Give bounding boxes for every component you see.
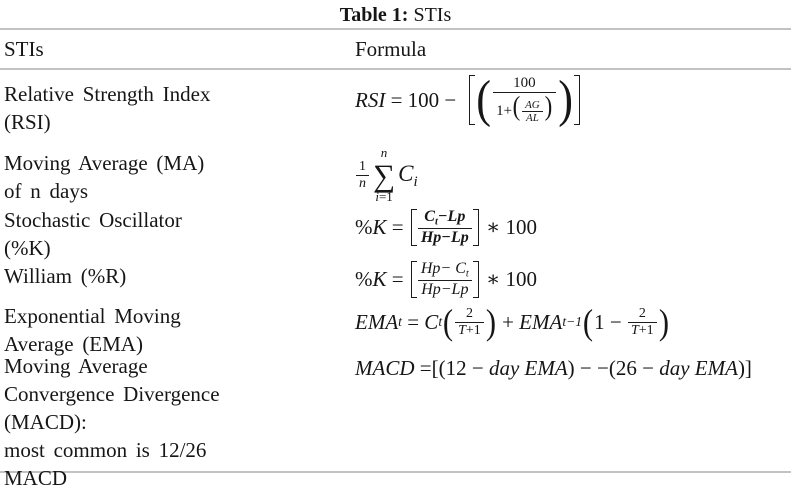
right-paren: ): [558, 71, 573, 128]
sti-name-line: Average (EMA): [4, 332, 143, 356]
den-rest: +1: [465, 322, 481, 338]
sti-name-line: Moving Average: [4, 354, 148, 378]
right-bracket-shape: [473, 261, 479, 298]
day-ema-12: day EMA: [488, 356, 568, 380]
var-subscript: t−1: [562, 314, 583, 330]
left-paren: (: [443, 302, 454, 342]
sti-name-line: of n days: [4, 179, 88, 203]
fraction-numerator: 2: [638, 305, 646, 321]
fraction: [455, 306, 484, 338]
inner-fraction: [522, 99, 543, 125]
sti-name-line: Exponential Moving: [4, 304, 181, 328]
sti-name-macd: [0, 350, 355, 492]
left-paren: (: [476, 71, 491, 128]
equals: =: [386, 214, 409, 239]
column-header-stis: STIs: [4, 37, 44, 61]
formula-rsi: [355, 70, 791, 126]
right-bracket-shape: [473, 209, 479, 246]
formula-var: RSI: [355, 87, 386, 112]
fraction: [418, 208, 472, 247]
sti-name-line: Stochastic Oscillator: [4, 208, 182, 232]
column-header-row: [0, 30, 791, 68]
sti-name-ema: [0, 296, 355, 358]
table-caption-label: Table 1:: [339, 4, 409, 26]
formula-text: ) − −(26 −: [567, 356, 660, 380]
column-header-formula: Formula: [355, 37, 427, 61]
fraction-numerator: [418, 208, 472, 228]
formula-text: =[(12 −: [414, 356, 489, 380]
coef-subscript: t: [438, 314, 443, 330]
times-100: ∗ 100: [480, 266, 538, 291]
left-bracket: [469, 71, 580, 128]
equals: =: [401, 309, 425, 334]
equals: =: [386, 266, 409, 291]
table-body: [0, 70, 791, 490]
sti-name-line: (%K): [4, 236, 51, 260]
fraction-denominator: Hp−Lp: [421, 281, 469, 299]
percent-sign: %: [355, 266, 373, 291]
bracket-group: [411, 208, 479, 247]
num-var: C: [455, 260, 466, 277]
table-row-rsi: [0, 70, 791, 146]
formula-var: EMA: [519, 309, 563, 334]
den-var: T: [458, 322, 466, 338]
times-100: ∗ 100: [480, 214, 538, 239]
sti-name-william: [0, 258, 355, 290]
sti-name-line: Moving Average (MA): [4, 151, 205, 175]
formula-william: [355, 258, 791, 299]
fraction-denominator: [493, 93, 556, 124]
sti-name-line: MACD: [4, 466, 68, 490]
sti-name-line: Relative Strength Index: [4, 82, 211, 106]
formula-var: EMA: [355, 309, 399, 334]
den-prefix: 1+: [496, 103, 513, 120]
table-row-stochastic: [0, 202, 791, 258]
right-paren-small: ): [544, 91, 553, 122]
left-paren: (: [583, 302, 594, 342]
table-row-ema: [0, 296, 791, 356]
inner-denominator: AL: [525, 112, 539, 125]
formula-var: K: [372, 214, 387, 239]
fraction-denominator: [628, 323, 657, 339]
den-rest: +1: [638, 322, 654, 338]
formula-operator: = 100 −: [385, 87, 467, 112]
sum-index-value: =1: [378, 189, 393, 205]
body-subscript: i: [413, 174, 418, 191]
plus-operator: +: [496, 309, 520, 334]
summation: [373, 146, 395, 205]
table-caption: [0, 0, 791, 28]
fraction-numerator: [418, 260, 472, 280]
fraction-denominator: Hp−Lp: [420, 229, 469, 247]
fraction-denominator: [455, 323, 484, 339]
formula-ma: [355, 146, 791, 205]
formula-stochastic: [355, 202, 791, 247]
bracket-group: [411, 260, 479, 299]
formula-var: K: [372, 266, 387, 291]
formula-text: )]: [737, 356, 752, 380]
percent-sign: %: [355, 214, 373, 239]
num-subscript: t: [434, 216, 438, 228]
formula-ema: [355, 296, 791, 340]
table-row-ma: [0, 145, 791, 205]
sigma-symbol: ∑: [373, 157, 396, 193]
num-subscript: t: [465, 268, 469, 280]
sti-name-line: most common is 12/26: [4, 438, 207, 462]
num-rest: −Lp: [437, 208, 466, 225]
fraction-denominator: n: [359, 176, 366, 192]
table-caption-text: STIs: [408, 4, 452, 26]
fraction-numerator: 1: [359, 159, 366, 175]
fraction: [418, 260, 472, 299]
fraction-numerator: 2: [465, 305, 473, 321]
coefficient-fraction: [356, 159, 369, 191]
var-subscript: t: [398, 314, 402, 330]
right-paren: ): [485, 302, 496, 342]
sum-body: [398, 161, 418, 190]
right-paren: ): [658, 302, 669, 342]
sti-name-line: (RSI): [4, 110, 51, 134]
inner-numerator: AG: [525, 98, 540, 111]
sti-name-line: William (%R): [4, 264, 127, 288]
coef-var: C: [424, 309, 439, 334]
fraction: [628, 306, 657, 338]
sti-name-rsi: [0, 70, 355, 136]
num-var: C: [424, 208, 435, 225]
body-var: C: [398, 161, 414, 187]
den-var: T: [630, 322, 639, 338]
left-bracket-shape: [411, 209, 417, 246]
formula-macd: [355, 350, 791, 381]
sti-name-line: (MACD):: [4, 410, 87, 434]
sum-upper-limit: n: [380, 145, 388, 160]
left-paren-small: (: [512, 91, 521, 122]
left-bracket-shape: [411, 261, 417, 298]
one-minus: 1 −: [594, 309, 627, 334]
formula-var: MACD: [355, 356, 415, 380]
right-bracket-shape: [574, 75, 580, 125]
num-prefix: Hp−: [420, 260, 456, 277]
sum-index-var: i: [375, 189, 379, 205]
day-ema-26: day EMA: [659, 356, 738, 380]
fraction: [493, 75, 556, 124]
table-row-william: [0, 258, 791, 299]
sti-name-stochastic: [0, 202, 355, 262]
fraction-numerator: 100: [513, 75, 536, 92]
sti-name-line: Convergence Divergence: [4, 382, 220, 406]
table-row-macd: [0, 350, 791, 490]
sti-name-ma: [0, 146, 355, 205]
